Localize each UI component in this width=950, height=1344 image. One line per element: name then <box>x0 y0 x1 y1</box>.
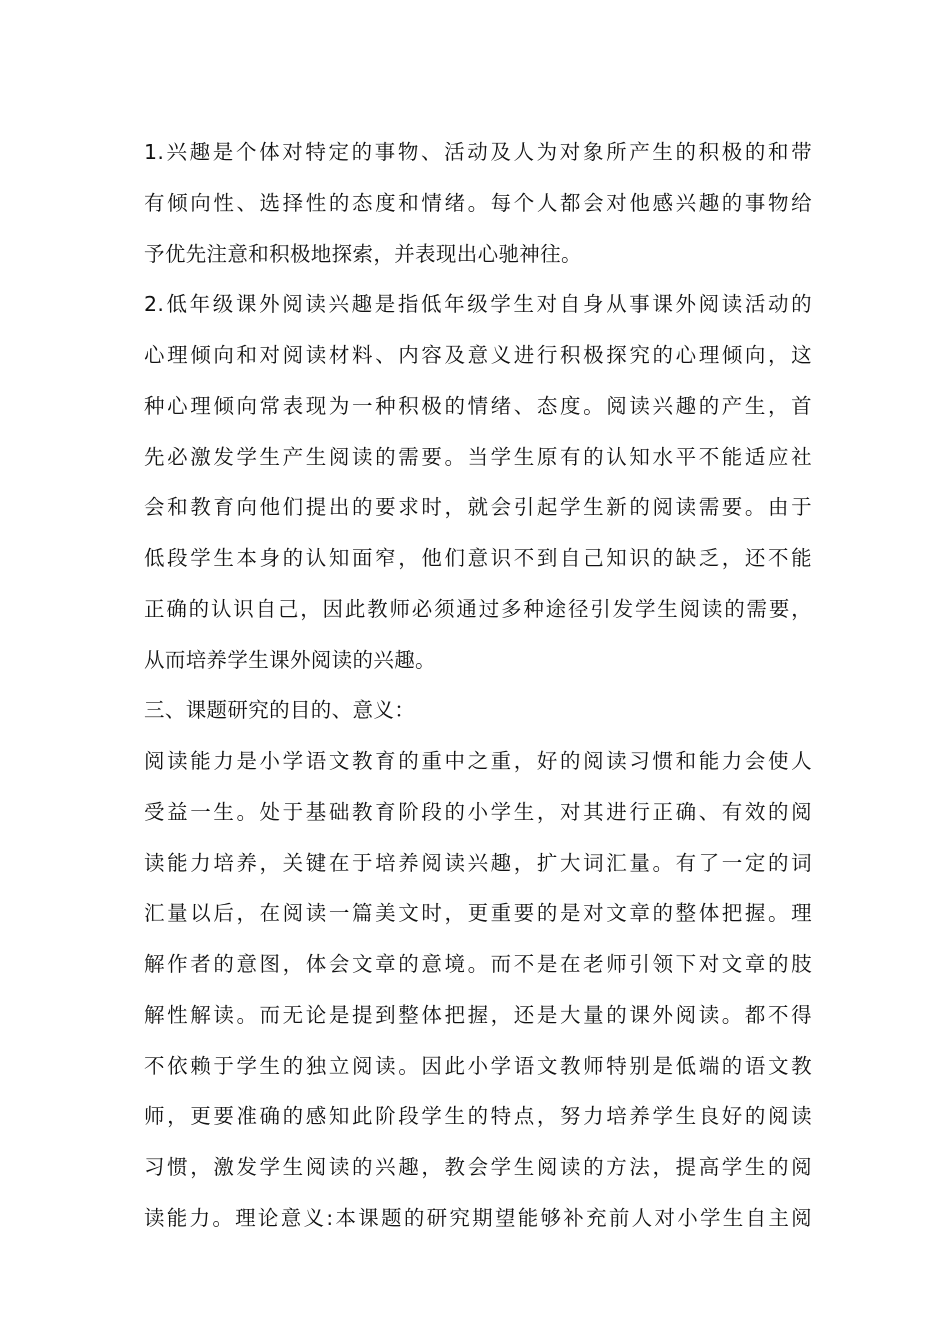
body-text-line: 2.低年级课外阅读兴趣是指低年级学生对自身从事课外阅读活动的 <box>144 292 812 317</box>
body-text-line: 读能力培养，关键在于培养阅读兴趣，扩大词汇量。有了一定的词 <box>144 850 812 875</box>
body-text-line: 正确的认识自己，因此教师必须通过多种途径引发学生阅读的需要， <box>144 596 812 621</box>
body-text-line: 阅读能力是小学语文教育的重中之重，好的阅读习惯和能力会使人 <box>144 749 812 773</box>
body-text-line: 从而培养学生课外阅读的兴趣。 <box>144 647 436 672</box>
body-text-line: 不依赖于学生的独立阅读。因此小学语文教师特别是低端的语文教 <box>144 1053 812 1078</box>
body-text-line: 解性解读。而无论是提到整体把握，还是大量的课外阅读。都不得 <box>144 1002 812 1027</box>
body-text-line: 受益一生。处于基础教育阶段的小学生，对其进行正确、有效的阅 <box>144 799 812 824</box>
body-text-line: 予优先注意和积极地探索，并表现出心驰神往。 <box>144 241 582 266</box>
body-text-line: 解作者的意图，体会文章的意境。而不是在老师引领下对文章的肢 <box>144 952 812 976</box>
body-text-line: 汇量以后，在阅读一篇美文时，更重要的是对文章的整体把握。理 <box>144 901 812 926</box>
body-text-line: 读能力。理论意义:本课题的研究期望能够补充前人对小学生自主阅 <box>144 1205 812 1230</box>
body-text-line: 会和教育向他们提出的要求时，就会引起学生新的阅读需要。由于 <box>144 495 812 520</box>
body-text-line: 1.兴趣是个体对特定的事物、活动及人为对象所产生的积极的和带 <box>144 140 812 164</box>
body-text-line: 低段学生本身的认知面窄，他们意识不到自己知识的缺乏，还不能 <box>144 546 812 570</box>
body-text-line: 习惯，激发学生阅读的兴趣，教会学生阅读的方法，提高学生的阅 <box>144 1155 812 1179</box>
section-heading: 三、课题研究的目的、意义： <box>144 698 416 723</box>
body-text-line: 先必激发学生产生阅读的需要。当学生原有的认知水平不能适应社 <box>144 444 812 469</box>
body-text-line: 师，更要准确的感知此阶段学生的特点，努力培养学生良好的阅读 <box>144 1104 812 1129</box>
document-body <box>144 127 812 1244</box>
body-text-line: 有倾向性、选择性的态度和情绪。每个人都会对他感兴趣的事物给 <box>144 190 812 215</box>
body-text-line: 心理倾向和对阅读材料、内容及意义进行积极探究的心理倾向，这 <box>144 343 812 367</box>
body-text-line: 种心理倾向常表现为一种积极的情绪、态度。阅读兴趣的产生，首 <box>144 393 812 418</box>
